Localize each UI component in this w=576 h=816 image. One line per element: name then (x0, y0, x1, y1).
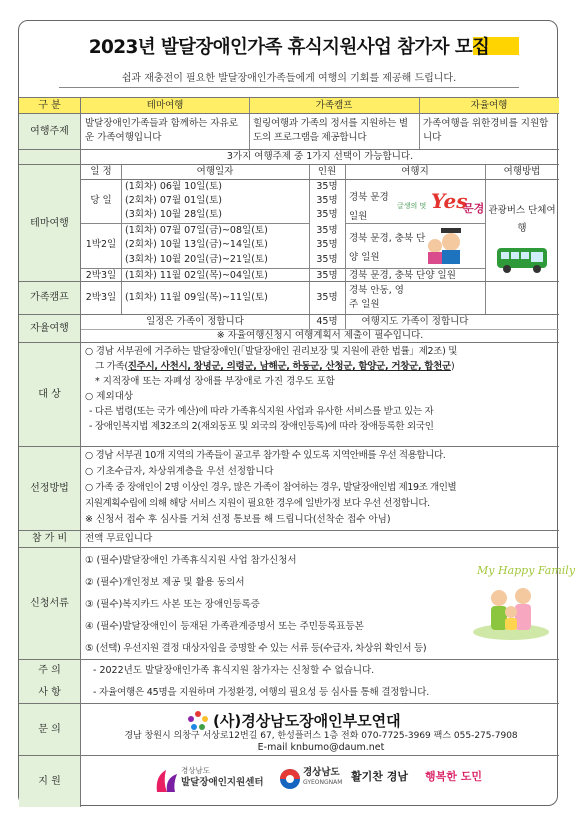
mungyeong-logo-art (397, 184, 483, 266)
camp-place: 경북 안동, 영주 일원 (349, 285, 404, 310)
bus-icon (495, 244, 549, 276)
row-docs-label: 신청서류 (19, 548, 81, 659)
row-fee-label: 참 가 비 (19, 531, 81, 547)
place-3: 경북 문경, 충북 단양 일원 (349, 270, 456, 281)
camp-date: (1회차) 11월 09일(목)~11일(토) (125, 292, 268, 303)
theme-topic: 발달장애인가족들과 함께하는 자유로운 가족여행입니다 (85, 118, 238, 143)
people-1: 35명 (316, 181, 338, 192)
col-camp: 가족캠프 (315, 100, 353, 111)
camp-days: 2박3일 (85, 292, 117, 303)
doc-2: ③ (필수)복지카드 사본 또는 장애인등록증 (85, 599, 260, 610)
select-line-4: ※ 신청서 접수 후 심사를 거쳐 선정 통보를 해 드립니다(선착순 접수 아님) (85, 514, 391, 525)
people-5: 35명 (316, 239, 338, 250)
select-line-3: 지원계획수립에 의해 해당 서비스 지원이 필요한 경우에 일반가정 보다 우선 선정합니다. (85, 498, 430, 509)
d1-0: (1회차) 06월 10일(토) (125, 181, 222, 192)
people-3: 35명 (316, 209, 338, 220)
sponsor2-top: 경상남도 (303, 767, 340, 778)
notes-row (19, 659, 559, 703)
place-1: 경북 문경 일원 (349, 192, 389, 222)
h-people: 인원 (317, 166, 337, 177)
doc-1: ② (필수)개인정보 제공 및 활용 동의서 (85, 577, 245, 588)
note-0: - 2022년도 발달장애인가족 휴식지원 참가자는 신청할 수 없습니다. (93, 665, 375, 676)
row-support-label: 지 원 (19, 756, 81, 807)
topic-row (19, 113, 559, 149)
target-line-1: 그 가족(진주시, 사천시, 창녕군, 의령군, 남해군, 하동군, 산청군, 함양군, 거창군, 합천군) (95, 361, 455, 372)
free-people: 45명 (316, 316, 338, 327)
doc-3: ④ (필수)발달장애인이 등재된 가족관계증명서 또는 주민등록표등본 (85, 621, 364, 632)
choose-note-row (19, 149, 559, 164)
camp-people: 35명 (316, 292, 338, 303)
schedule-header-row (19, 164, 559, 179)
place-2: 경북 문경, 충북 단양 일원 (349, 233, 426, 263)
h-method: 여행방법 (503, 166, 541, 177)
theme-block (19, 179, 559, 281)
d1-2: (3회차) 10월 28일(토) (125, 209, 222, 220)
target-line-3: * 지적장애 또는 자폐성 장애를 부장애로 가진 경우도 포함 (95, 376, 335, 387)
svg-text:글생의 멋: 글생의 멋 (397, 202, 427, 210)
table-header-row (19, 97, 559, 113)
col-theme: 테마여행 (146, 100, 184, 111)
target-family: 그 가족 (95, 361, 125, 372)
support-center-logo-icon (153, 766, 179, 796)
d2-2: (3회차) 10월 20일(금)~21일(토) (125, 254, 268, 265)
contact-row (19, 703, 559, 755)
header (19, 21, 559, 97)
target-line-6: - 장애인복지법 제32조의 2(재외동포 및 외국의 장애인등록)에 따라 장애등록한 외국인 (89, 421, 434, 432)
row-contact-label: 문 의 (19, 704, 81, 755)
target-row (19, 342, 559, 446)
docs-row (19, 547, 576, 659)
sponsor2-sub: GYEONGNAM (303, 779, 343, 786)
h-days: 일 정 (90, 166, 112, 177)
page-title: 2023년 발달장애인가족 휴식지원사업 참가자 모집 (88, 37, 490, 58)
row-select-label: 선정방법 (19, 447, 81, 530)
choose-note: 3가지 여행주제 중 1가지 선택이 가능합니다. (226, 151, 414, 162)
gyeongnam-logo-icon (279, 768, 301, 790)
note-1: - 자율여행은 45명을 지원하며 가정환경, 여행의 필요성 등 심사를 통해 결정합니다. (93, 687, 430, 698)
poster (18, 20, 576, 806)
svg-text:문경: 문경 (463, 202, 485, 215)
camp-row (19, 281, 559, 314)
row-topic-label: 여행주제 (19, 114, 81, 149)
people-7: 35명 (316, 270, 338, 281)
target-regions: 진주시, 사천시, 창녕군, 의령군, 남해군, 하동군, 산청군, 함양군, 거창군, 합천군 (127, 361, 451, 372)
free-topic: 가족여행을 위한경비를 지원합니다 (423, 118, 549, 143)
d1-1: (2회차) 07월 01일(토) (125, 195, 222, 206)
selection-row (19, 446, 559, 530)
family-art-text: My Happy Family (477, 564, 576, 577)
people-2: 35명 (316, 195, 338, 206)
row-notes-label: 주 의 사 항 (19, 660, 81, 703)
row-theme-label: 테마여행 (19, 165, 81, 282)
flower-logo-icon (187, 710, 209, 730)
free-note: ※ 자율여행신청시 여행계획서 제출이 필수입니다. (216, 330, 424, 341)
col-free: 자율여행 (470, 100, 508, 111)
row-free-label: 자율여행 (19, 315, 81, 342)
address: 경남 창원시 의창구 서상로12번길 67, 한성플러스 1층 전화 070-7725-3969 팩스 055-275-7908 (124, 731, 518, 741)
free-place: 여행지도 가족이 정합니다 (361, 316, 469, 327)
day-label-3: 2박3일 (85, 270, 117, 281)
select-line-0: ○ 경남 서부권 10개 지역의 가족들이 골고루 참가할 수 있도록 지역안배를 우선 적용합니다. (85, 450, 446, 461)
doc-4: ⑤ (선택) 우선지원 결정 대상자임을 증명할 수 있는 서류 등(수급자, 차상위 확인서 등) (85, 643, 427, 654)
d2-1: (2회차) 10월 13일(금)~14일(토) (125, 239, 268, 250)
doc-0: ① (필수)발달장애인 가족휴식지원 사업 참가신청서 (85, 555, 297, 566)
target-line-4: ○ 제외대상 (85, 391, 134, 402)
target-line-5: - 다른 법령(또는 국가 예산)에 따라 가족휴식지원 사업과 유사한 서비스를 받고 있는 자 (89, 406, 434, 417)
sponsor2-slogan-b: 행복한 도민 (425, 770, 482, 783)
people-4: 35명 (316, 225, 338, 236)
d3: (1회차) 11월 02일(목)~04일(토) (125, 270, 268, 281)
svg-text:Yes: Yes (431, 189, 468, 213)
d2-0: (1회차) 07월 07일(금)~08일(토) (125, 225, 268, 236)
day-label-1: 당 일 (90, 195, 112, 206)
day-label-2: 1박2일 (85, 239, 117, 250)
col-gubun: 구 분 (19, 98, 81, 113)
support-row (19, 755, 559, 807)
email: E-mail knbumo@daum.net (257, 742, 385, 753)
select-line-2: ○ 가족 중 장애인이 2명 이상인 경우, 많은 가족이 참여하는 경우, 발달장애인법 제19조 개인별 (85, 482, 457, 493)
fee-row (19, 530, 559, 547)
row-target-label: 대 상 (19, 343, 81, 446)
select-line-1: ○ 기초수급자, 차상위계층을 우선 선정합니다 (85, 466, 274, 477)
org-name: (사)경상남도장애인부모연대 (213, 712, 401, 730)
free-date: 일정은 가족이 정합니다 (146, 316, 244, 327)
sponsor1-top: 경상남도 (181, 766, 210, 775)
family-illustration (471, 552, 576, 640)
camp-topic: 힐링여행과 가족의 정서를 지원하는 별도의 프로그램을 제공합니다 (253, 118, 408, 143)
target-line-0: ○ 경남 서부권에 거주하는 발달장애인(「발달장애인 권리보장 및 지원에 관한 법률」제2조) 및 (85, 346, 458, 357)
fee: 전액 무료입니다 (85, 533, 153, 544)
sponsor2-slogan-a: 활기찬 경남 (351, 770, 408, 783)
subtitle: 쉼과 재충전이 필요한 발달장애인가족들에게 여행의 기회를 제공해 드립니다. (19, 69, 559, 84)
sponsor1-name: 발달장애인지원센터 (181, 777, 264, 788)
people-6: 35명 (316, 254, 338, 265)
h-date: 여행일자 (196, 166, 234, 177)
row-camp-label: 가족캠프 (19, 282, 81, 314)
h-place: 여행지 (401, 166, 429, 177)
travel-method: 관광버스 단체여행 (488, 205, 556, 234)
free-row (19, 314, 559, 342)
